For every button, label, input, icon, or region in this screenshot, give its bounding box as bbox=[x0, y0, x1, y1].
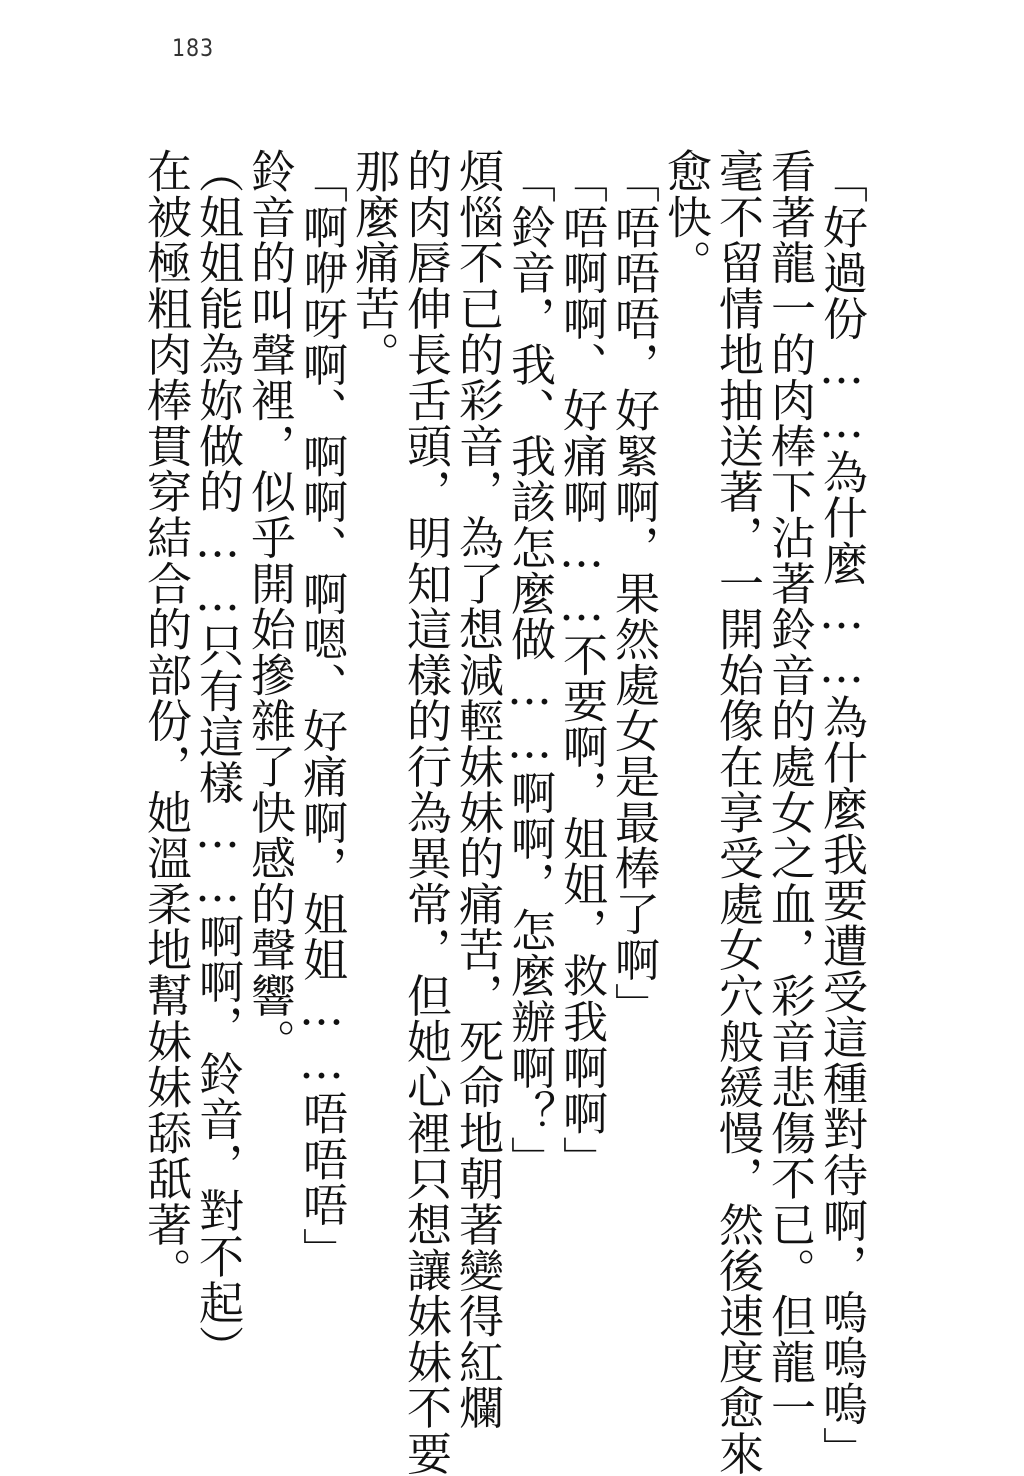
text-column-4: 愈快。 bbox=[659, 148, 712, 286]
text-column-2: 看著龍一的肉棒下沾著鈴音的處女之血，彩音悲傷不已。但龍一 bbox=[763, 148, 816, 1431]
text-column-6: 「唔啊啊、好痛啊……不要啊，姐姐，救我啊啊」 bbox=[555, 158, 608, 1182]
text-column-12: 鈴音的叫聲裡，似乎開始摻雜了快感的聲響。 bbox=[243, 148, 296, 1064]
text-column-8: 煩惱不已的彩音，為了想減輕妹妹的痛苦，死命地朝著變得紅爛 bbox=[451, 148, 504, 1431]
text-column-11: 「啊咿呀啊、啊啊、啊嗯、好痛啊，姐姐……唔唔唔」 bbox=[295, 158, 348, 1274]
text-column-5: 「唔唔唔，好緊啊，果然處女是最棒了啊」 bbox=[607, 158, 660, 1029]
text-column-3: 毫不留情地抽送著，一開始像在享受處女穴般緩慢，然後速度愈來 bbox=[711, 148, 764, 1476]
page-number: 183 bbox=[172, 34, 214, 62]
text-column-13: （姐姐能為妳做的……只有這樣……啊啊，鈴音，對不起） bbox=[191, 148, 244, 1371]
text-column-10: 那麼痛苦。 bbox=[347, 148, 400, 377]
text-column-1: 「好過份……為什麼……為什麼我要遭受這種對待啊，嗚嗚嗚」 bbox=[815, 158, 868, 1473]
text-column-9: 的肉唇伸長舌頭，明知這樣的行為異常，但她心裡只想讓妹妹不要 bbox=[399, 148, 452, 1476]
text-column-7: 「鈴音，我、我該怎麼做……啊啊，怎麼辦啊？」 bbox=[503, 158, 556, 1182]
text-column-14: 在被極粗肉棒貫穿結合的部份，她溫柔地幫妹妹舔舐著。 bbox=[139, 148, 192, 1293]
